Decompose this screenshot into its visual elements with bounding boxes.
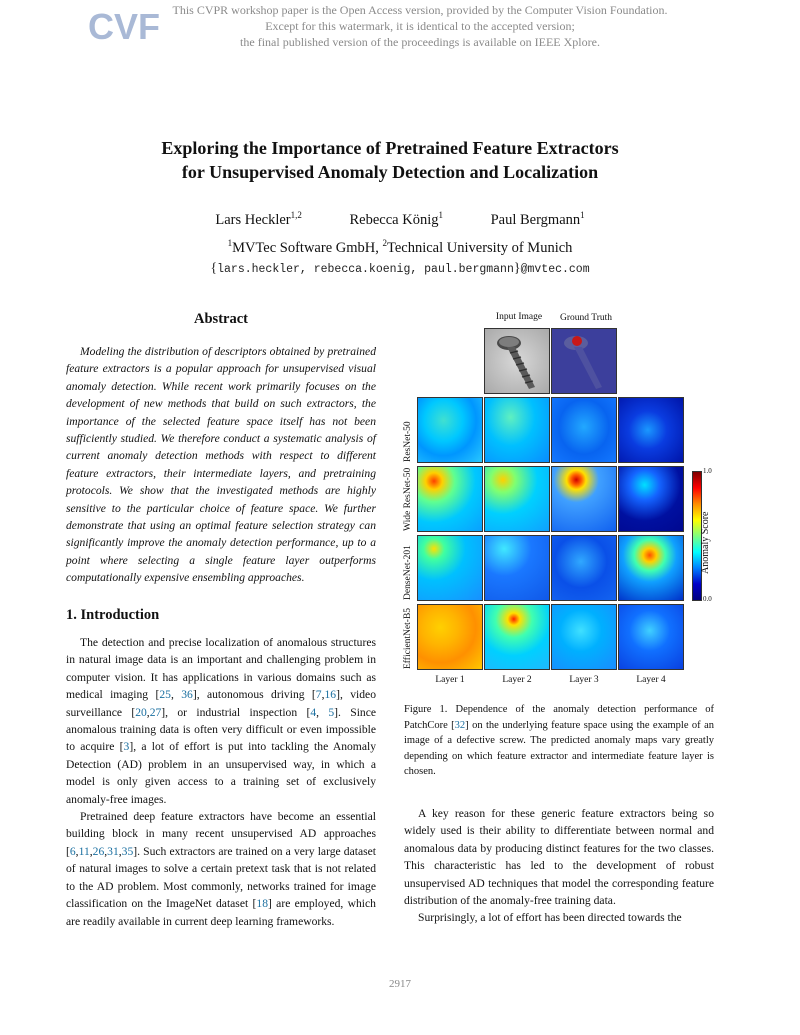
page-number: 2917	[389, 978, 411, 990]
column-label: Layer 2	[502, 675, 532, 685]
column-label: Layer 4	[636, 675, 666, 685]
affiliations: $^1$MVTec Software GmbH, $^2$Technical University of Munich	[227, 238, 573, 256]
row-label: ResNet-50	[403, 421, 413, 462]
paper-title	[60, 136, 720, 184]
citation-link[interactable]: 31	[107, 844, 119, 858]
figure-header-input: Input Image	[495, 312, 543, 322]
paragraph: The detection and precise localization of anomalous structures in natural image data is an important and challenging problem in computer vision. It has applications in various domains such as medical imaging [25, 36], autonomous driving [7,16], video surveillance [20,27], or industrial inspection [4, 5]. Since anomalous training data is often very difficult or even impossible to acquire [3], a lot of effort is put into tackling the Anomaly Detection (AD) problem in an unsupervised way, in which a model is only given access to a training set of exclusively anomaly-free images.	[66, 636, 377, 806]
heatmap-wideresnet50-layer2	[484, 466, 550, 532]
heatmap-wideresnet50-layer3	[551, 466, 617, 532]
citation-link[interactable]: 4	[310, 705, 317, 719]
heatmap-resnet50-layer3	[551, 397, 617, 463]
abstract-heading: Abstract	[194, 311, 248, 327]
abstract-text: Modeling the distribution of descriptors obtained by pretrained feature extractors is a popular approach for unsupervised visual anomaly detection. While recent work primarily focuses on the development of new methods that build on such extractors, the importance of the selected feature space itself has not been sufficiently studied. We therefore conduct a systematic analysis of current anomaly detection methods with respect to different feature extractors, their intermediate layers, and pretraining protocols. We show that the investigated methods are highly sensitive to the particular choice of feature space. We further demonstrate that using an optimal feature selection strategy can significantly improve the anomaly detection performance, up to a point where selecting a single feature layer outperforms computationally expensive ensembling approaches.	[66, 345, 376, 585]
colorbar-max-label: 1.0	[703, 467, 712, 475]
column-label: Layer 1	[435, 675, 465, 685]
author-emails: {lars.heckler, rebecca.koenig, paul.bergmann}@mvtec.com	[210, 261, 590, 276]
citation-link[interactable]: 32	[454, 719, 466, 731]
heatmap-wideresnet50-layer1	[417, 466, 483, 532]
heatmap-resnet50-layer4	[618, 397, 684, 463]
author: Lars Heckler$^{1,2}$	[215, 210, 302, 228]
paragraph: Pretrained deep feature extractors have become an essential building block in many recent unsupervised AD approaches [6,11,26,31,35]. Such extractors are trained on a very large dataset of natural images to solve a certain pretext task that is not related to the AD problem. Most commonly, networks trained for image classification on the ImageNet dataset [18] are employed, which are readily available in current deep learning frameworks.	[66, 810, 376, 928]
paragraph: Surprisingly, a lot of effort has been directed towards the	[418, 911, 682, 925]
citation-link[interactable]: 25	[159, 688, 171, 702]
screw-gt-overlay	[552, 329, 616, 393]
cvf-logo	[88, 6, 160, 47]
heatmap-wideresnet50-layer4	[618, 466, 684, 532]
colorbar-min-label: 0.0	[703, 595, 712, 603]
author: Paul Bergmann$^1$	[490, 210, 585, 228]
heatmap-efficientnetb5-layer2	[484, 604, 550, 670]
citation-link[interactable]: 20	[135, 705, 147, 719]
input-image	[484, 328, 550, 394]
heatmap-resnet50-layer1	[417, 397, 483, 463]
watermark-text	[150, 2, 690, 50]
watermark-line: This CVPR workshop paper is the Open Access version, provided by the Computer Vision Foundation.	[172, 3, 668, 17]
row-label: Wide ResNet-50	[403, 467, 413, 531]
figure-header-gt: Ground Truth	[560, 313, 612, 323]
citation-link[interactable]: 16	[324, 688, 337, 702]
citation-link[interactable]: 35	[121, 844, 134, 858]
heatmap-densenet201-layer2	[484, 535, 550, 601]
heatmap-efficientnetb5-layer3	[551, 604, 617, 670]
intro-text	[66, 634, 376, 930]
citation-link[interactable]: 6	[69, 844, 76, 858]
heatmap-resnet50-layer2	[484, 397, 550, 463]
heatmap-efficientnetb5-layer4	[618, 604, 684, 670]
citation-link[interactable]: 7	[315, 688, 322, 702]
heatmap-densenet201-layer4	[618, 535, 684, 601]
row-label: EfficientNet-B5	[403, 607, 413, 669]
title-line: Exploring the Importance of Pretrained Feature Extractors	[161, 138, 619, 158]
row-label: DenseNet-201	[403, 545, 413, 600]
title-line: for Unsupervised Anomaly Detection and Localization	[181, 162, 599, 182]
screw-image	[485, 329, 549, 393]
figure-caption: Figure 1. Dependence of the anomaly detection performance of PatchCore [32] on the underlying feature space using the example of an image of a defective screw. The predicted anomaly maps vary greatly depending on which feature extractor and intermediate feature layer is chosen.	[404, 704, 714, 777]
watermark-line: Except for this watermark, it is identical to the accepted version;	[265, 19, 575, 33]
author-list	[60, 210, 740, 229]
heatmap-densenet201-layer3	[551, 535, 617, 601]
citation-link[interactable]: 36	[181, 688, 193, 702]
citation-link[interactable]: 5	[328, 705, 335, 719]
ground-truth-image	[551, 328, 617, 394]
citation-link[interactable]: 18	[256, 897, 268, 911]
author: Rebecca König$^1$	[349, 210, 443, 228]
cvf-logo-text: CVF	[88, 6, 160, 47]
heatmap-densenet201-layer1	[417, 535, 483, 601]
citation-link[interactable]: 27	[149, 705, 162, 719]
column-label: Layer 3	[569, 675, 599, 685]
paragraph: A key reason for these generic feature extractors being so widely used is their ability to differentiate between normal and anomalous data by producing distinct features for the two classes. This characteristic has led to the development of robust unsupervised AD techniques that model the corresponding feature distribution of the anomaly-free training data.	[404, 807, 714, 908]
colorbar-title: Anomaly Score	[700, 511, 711, 574]
watermark-line: the final published version of the proceedings is available on IEEE Xplore.	[240, 35, 600, 49]
citation-link[interactable]: 3	[123, 740, 130, 754]
heatmap-efficientnetb5-layer1	[417, 604, 483, 670]
right-column-text	[404, 805, 714, 927]
citation-link[interactable]: 11	[78, 844, 90, 858]
section-heading: 1. Introduction	[66, 607, 160, 623]
citation-link[interactable]: 26	[92, 844, 105, 858]
